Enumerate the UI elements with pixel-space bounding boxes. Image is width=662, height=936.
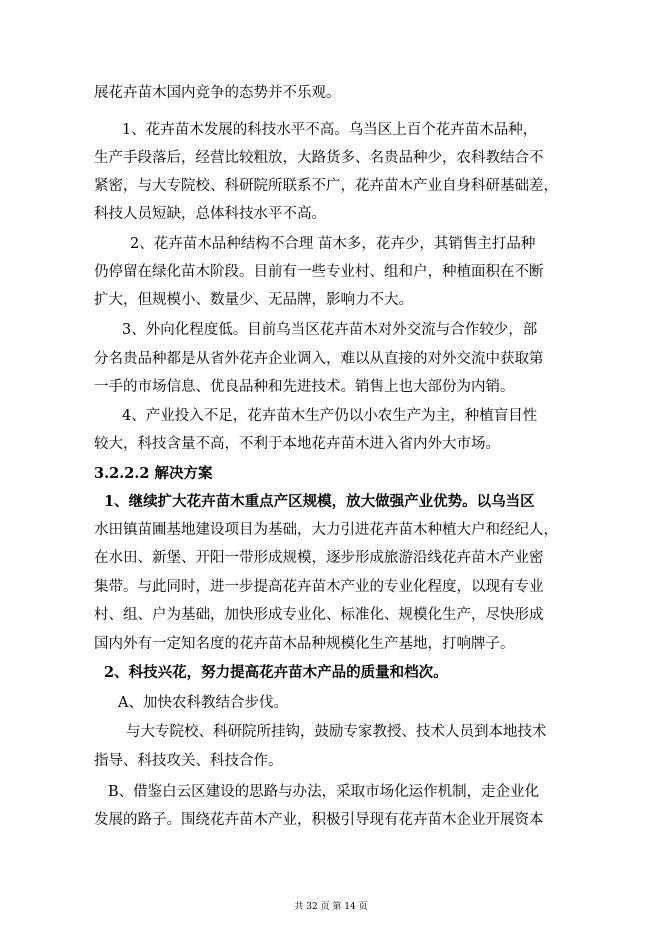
text-line: 仍停留在绿化苗木阶段。目前有一些专业村、组和户，种植面积在不断	[94, 264, 544, 280]
text-line: 科技人员短缺，总体科技水平不高。	[94, 206, 326, 222]
text-line: 扩大，但规模小、数量少、无品牌，影响力不大。	[94, 292, 413, 308]
text-line: 国内外有一定知名度的花卉苗木品种规模化生产基地，打响牌子。	[94, 636, 515, 652]
section-heading: 3.2.2.2 解决方案	[94, 465, 213, 482]
text-line: 集带。与此同时，进一步提高花卉苗木产业的专业化程度，以现有专业	[94, 579, 544, 595]
text-line: 分名贵品种都是从省外花卉企业调入，难以从直接的对外交流中获取第	[94, 351, 544, 367]
text-line: 3、外向化程度低。目前乌当区花卉苗木对外交流与合作较少，部	[122, 322, 538, 338]
text-line: 水田镇苗圃基地建设项目为基础，大力引进花卉苗木种植大户和经纪人，	[94, 522, 558, 538]
text-line: 在水田、新堡、开阳一带形成规模，逐步形成旅游沿线花卉苗木产业密	[94, 550, 544, 566]
text-line: B、借鉴白云区建设的思路与办法，采取市场化运作机制，走企业化	[108, 784, 540, 800]
text-line: 一手的市场信息、优良品种和先进技术。销售上也大部份为内销。	[94, 379, 515, 395]
page-footer: 共 32 页 第 14 页	[294, 902, 368, 912]
text-line: 4、产业投入不足，花卉苗木生产仍以小农生产为主，种植盲目性	[122, 408, 538, 424]
text-line: 指导、科技攻关、科技合作。	[94, 753, 283, 769]
text-line: 村、组、户为基础，加快形成专业化、标准化、规模化生产，尽快形成	[94, 607, 544, 623]
text-line: 较大，科技含量不高，不利于本地花卉苗木进入省内外大市场。	[94, 436, 500, 452]
text-line: A、加快农科教结合步伐。	[118, 695, 288, 711]
text-line: 1、继续扩大花卉苗木重点产区规模，放大做强产业优势。以乌当区	[104, 493, 535, 510]
text-line: 1、花卉苗木发展的科技水平不高。乌当区上百个花卉苗木品种，	[122, 122, 538, 138]
text-line: 2、科技兴花，努力提高花卉苗木产品的质量和档次。	[104, 664, 448, 681]
text-line: 生产手段落后，经营比较粗放，大路货多、名贵品种少，农科教结合不	[94, 150, 544, 166]
text-line: 2、花卉苗木品种结构不合理 苗木多，花卉少，其销售主打品种	[130, 236, 536, 252]
text-line: 紧密，与大专院校、科研院所联系不广，花卉苗木产业自身科研基础差，	[94, 178, 558, 194]
text-line: 展花卉苗木国内竞争的态势并不乐观。	[94, 85, 341, 101]
text-line: 发展的路子。围绕花卉苗木产业，积极引导现有花卉苗木企业开展资本	[94, 812, 544, 828]
text-line: 与大专院校、科研院所挂钩，鼓励专家教授、技术人员到本地技术	[126, 724, 547, 740]
